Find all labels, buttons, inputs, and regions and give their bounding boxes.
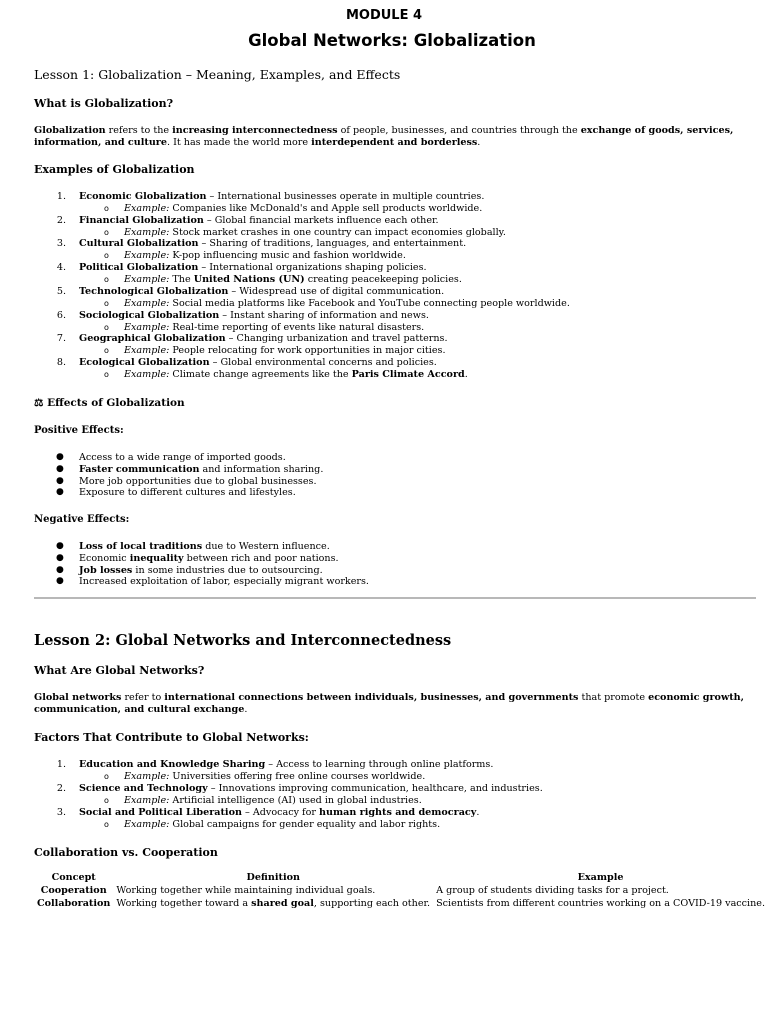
example-label: Example:: [124, 321, 170, 333]
example-label: Example:: [124, 297, 170, 309]
list-item: [79, 476, 317, 487]
list-item: [79, 286, 444, 297]
bullet-icon: ●: [56, 541, 64, 551]
example-detail: [124, 203, 482, 214]
table-cell-definition: [113, 897, 433, 910]
table-cell-concept: Cooperation: [40, 885, 107, 896]
table-cell-definition: [113, 884, 433, 897]
factor-name: Education and Knowledge Sharing: [79, 759, 266, 770]
example-detail: [124, 322, 424, 333]
module-label: MODULE 4: [345, 8, 423, 23]
circle-bullet-icon: o: [104, 819, 109, 829]
bullet-icon: ●: [56, 475, 64, 486]
list-item: [79, 310, 429, 321]
example-description: – Instant sharing of information and news.: [219, 309, 429, 321]
list-item: [79, 553, 339, 564]
example-text-end: creating peacekeeping policies.: [304, 274, 462, 286]
circle-bullet-icon: o: [104, 275, 109, 285]
table-cell-example: Scientists from different countries working on a COVID-19 vaccine.: [436, 898, 766, 909]
bullet-icon: ●: [56, 463, 64, 474]
list-item: [79, 565, 323, 576]
effects-heading: ⚖ Effects of Globalization: [34, 397, 185, 409]
factor-bold-text: human rights and democracy: [319, 806, 477, 818]
list-item: [79, 783, 543, 794]
bullet-icon: ●: [56, 576, 64, 587]
example-text: Climate change agreements like the: [169, 368, 352, 380]
table-header-row: [34, 871, 768, 884]
example-text: Real-time reporting of events like natural disasters.: [169, 321, 425, 333]
item-text: Increased exploitation of labor, especially migrant workers.: [79, 576, 369, 588]
bullet-icon: ●: [56, 564, 64, 575]
global-networks-definition: Global networks refer to international connections between individuals, businesses, and governments that promote economic growth, communication, and cultural exchange.: [34, 692, 744, 715]
list-item: [79, 262, 427, 273]
circle-bullet-icon: o: [104, 251, 109, 261]
lesson2-heading: Lesson 2: Global Networks and Interconnectedness: [34, 632, 452, 649]
example-name: Geographical Globalization: [79, 333, 226, 345]
example-description: – Changing urbanization and travel patterns.: [225, 333, 448, 345]
example-detail: [124, 227, 506, 238]
table-header-example: Example: [577, 872, 624, 883]
example-detail: [124, 369, 468, 380]
globalization-definition: Globalization refers to the increasing interconnectedness of people, businesses, and countries through the exchange of goods, services, information, and culture. It has made the world more interdependent and borderless.: [34, 125, 734, 148]
list-item: [79, 238, 466, 249]
list-number: 1.: [56, 191, 66, 202]
example-description: – Widespread use of digital communication.: [228, 285, 445, 297]
example-name: Sociological Globalization: [79, 309, 220, 321]
example-text-end: .: [464, 368, 468, 380]
collab-table: [34, 871, 768, 910]
list-item: [79, 464, 323, 475]
example-text: People relocating for work opportunities in major cities.: [169, 345, 446, 357]
example-label: Example:: [124, 368, 170, 380]
example-text: Global campaigns for gender equality and labor rights.: [169, 818, 441, 830]
factor-description: – Innovations improving communication, healthcare, and industries.: [207, 782, 543, 794]
list-number: 5.: [56, 285, 66, 297]
bold-text: Job losses: [79, 564, 133, 576]
example-description: – Global environmental concerns and policies.: [209, 356, 437, 368]
list-item: [79, 191, 484, 202]
factor-description-end: .: [476, 806, 480, 818]
list-number: 6.: [56, 309, 66, 321]
factor-example: [124, 819, 440, 830]
example-description: – International organizations shaping policies.: [198, 262, 427, 274]
list-number: 2.: [56, 782, 66, 794]
negative-effects-heading: Negative Effects:: [34, 514, 130, 525]
list-item: [79, 357, 437, 368]
example-text: The: [169, 274, 194, 286]
list-number: 4.: [56, 262, 66, 274]
list-number: 8.: [56, 356, 66, 368]
example-label: Example:: [124, 771, 170, 782]
bold-text: Loss of local traditions: [79, 541, 203, 552]
circle-bullet-icon: o: [104, 795, 109, 805]
bold-text: inequality: [129, 552, 184, 564]
example-bold-text: Paris Climate Accord: [351, 368, 465, 380]
factor-example: [124, 795, 422, 806]
factor-name: Science and Technology: [79, 782, 208, 794]
lesson1-heading: Lesson 1: Globalization – Meaning, Examples, and Effects: [34, 67, 401, 82]
list-number: 7.: [56, 333, 66, 345]
example-label: Example:: [124, 250, 170, 262]
item-text: between rich and poor nations.: [183, 552, 339, 564]
item-text: Access to a wide range of imported goods.: [79, 452, 286, 463]
example-bold-text: United Nations (UN): [193, 274, 305, 286]
item-text-start: Economic: [79, 552, 130, 564]
table-row: [34, 884, 768, 897]
item-text: due to Western influence.: [202, 541, 330, 552]
section-divider: [34, 597, 756, 599]
example-label: Example:: [124, 274, 170, 286]
table-header-definition: Definition: [246, 872, 300, 883]
factor-description: – Access to learning through online platforms.: [265, 759, 494, 770]
example-description: – Global financial markets influence each other.: [203, 214, 439, 226]
example-label: Example:: [124, 818, 170, 830]
circle-bullet-icon: o: [104, 322, 109, 332]
circle-bullet-icon: o: [104, 772, 109, 781]
definition-text: Working together while maintaining individual goals.: [116, 885, 376, 896]
circle-bullet-icon: o: [104, 369, 109, 379]
item-text: and information sharing.: [199, 463, 324, 475]
table-cell-example: A group of students dividing tasks for a project.: [436, 885, 669, 896]
example-detail: [124, 274, 462, 285]
table-cell-concept: Collaboration: [37, 898, 111, 909]
list-item: [79, 807, 479, 818]
example-name: Technological Globalization: [79, 285, 229, 297]
example-label: Example:: [124, 226, 170, 238]
page-title: Global Networks: Globalization: [248, 31, 536, 50]
what-are-global-networks-heading: What Are Global Networks?: [34, 664, 205, 677]
list-item: [79, 541, 330, 552]
example-name: Financial Globalization: [79, 214, 204, 226]
example-text: Artificial intelligence (AI) used in global industries.: [169, 794, 422, 806]
definition-text: Working together toward a: [116, 898, 252, 909]
example-text: Companies like McDonald's and Apple sell products worldwide.: [169, 203, 483, 214]
list-number: 3.: [56, 238, 66, 250]
bold-text: Faster communication: [79, 463, 200, 475]
example-label: Example:: [124, 794, 170, 806]
definition-bold-text: shared goal: [251, 898, 314, 909]
item-text: More job opportunities due to global businesses.: [79, 475, 317, 487]
factor-name: Social and Political Liberation: [79, 806, 242, 818]
positive-effects-heading: Positive Effects:: [34, 425, 124, 436]
item-text: in some industries due to outsourcing.: [132, 564, 323, 576]
bullet-icon: ●: [56, 452, 64, 462]
example-label: Example:: [124, 203, 170, 214]
example-name: Political Globalization: [79, 262, 199, 274]
circle-bullet-icon: o: [104, 298, 109, 308]
example-text: Social media platforms like Facebook and YouTube connecting people worldwide.: [169, 297, 570, 309]
example-description: – International businesses operate in multiple countries.: [206, 191, 485, 202]
list-item: [79, 215, 439, 226]
factor-description: – Advocacy for: [241, 806, 320, 818]
collab-heading: Collaboration vs. Cooperation: [34, 846, 218, 859]
example-detail: [124, 298, 570, 309]
example-text: Universities offering free online courses worldwide.: [169, 771, 426, 782]
list-number: 3.: [56, 806, 66, 818]
examples-heading: Examples of Globalization: [34, 163, 195, 176]
bullet-icon: ●: [56, 552, 64, 563]
example-text: Stock market crashes in one country can impact economies globally.: [169, 226, 506, 238]
item-text: Exposure to different cultures and lifestyles.: [79, 487, 296, 499]
what-is-globalization-heading: What is Globalization?: [34, 97, 174, 110]
example-name: Cultural Globalization: [79, 238, 199, 250]
example-description: – Sharing of traditions, languages, and entertainment.: [198, 238, 467, 250]
list-item: [79, 333, 448, 344]
list-item: [79, 759, 493, 770]
example-label: Example:: [124, 345, 170, 357]
example-detail: [124, 250, 406, 261]
list-item: [79, 452, 286, 463]
bullet-icon: ●: [56, 487, 64, 498]
circle-bullet-icon: o: [104, 227, 109, 237]
example-name: Ecological Globalization: [79, 356, 210, 368]
table-header-concept: Concept: [51, 872, 96, 883]
example-text: K-pop influencing music and fashion worldwide.: [169, 250, 406, 262]
definition-text-end: , supporting each other.: [313, 898, 431, 909]
table-row: [34, 897, 768, 910]
circle-bullet-icon: o: [104, 204, 109, 213]
list-number: 1.: [56, 759, 66, 770]
example-detail: [124, 345, 446, 356]
example-name: Economic Globalization: [79, 191, 207, 202]
list-item: [79, 487, 296, 498]
list-item: [79, 576, 369, 587]
circle-bullet-icon: o: [104, 346, 109, 356]
factor-example: [124, 771, 425, 782]
factors-heading: Factors That Contribute to Global Networks:: [34, 731, 309, 744]
scales-icon: ⚖: [34, 397, 44, 409]
list-number: 2.: [56, 214, 66, 226]
